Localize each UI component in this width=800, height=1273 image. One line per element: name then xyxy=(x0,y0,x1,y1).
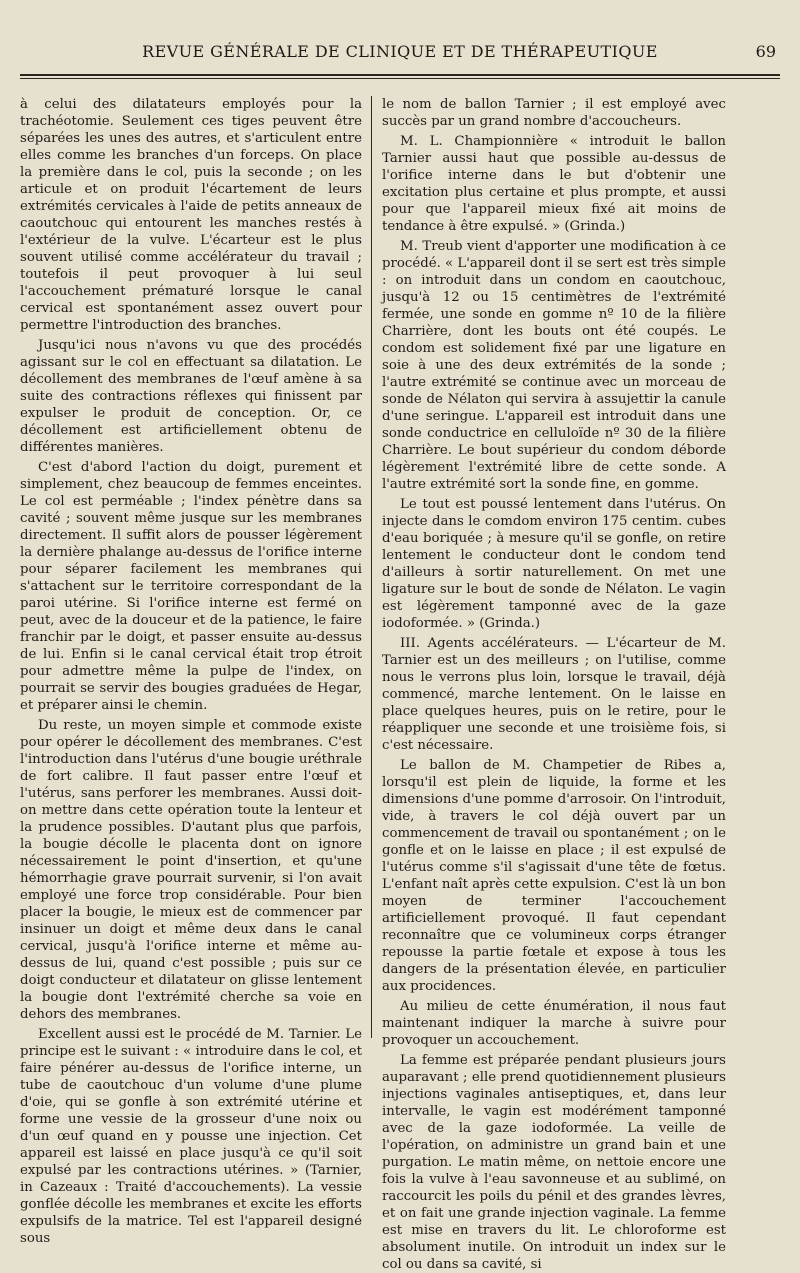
paragraph: Du reste, un moyen simple et commode existe pour opérer le décollement des membranes. C'est l'introduction dans l'utérus d'une bougie uréthrale de fort calibre. Il faut passer entre l'œuf et l'utérus, sans perforer les membranes. Aussi doit-on mettre dans cette opération toute la lenteur et la prudence possibles. D'autant plus que parfois, la bougie décolle le placenta dont on ignore nécessairement le point d'insertion, et qu'une hémorrhagie grave pourrait survenir, si l'on avait employé une force trop considérable. Pour bien placer la bougie, le mieux est de commencer par insinuer un doigt et même deux dans le canal cervical, jusqu'à l'orifice interne et même au-dessus de lui, quand c'est possible ; puis sur ce doigt conducteur et dilatateur on glisse lentement la bougie dont l'extrémité cherche sa voie en dehors des membranes. xyxy=(20,718,362,1022)
paragraph: Jusqu'ici nous n'avons vu que des procédés agissant sur le col en effectuant sa dilatation. Le décollement des membranes de l'œuf amène à sa suite des contractions réflexes qui finissent par expulser le produit de conception. Or, ce décollement est artificiellement obtenu de différentes manières. xyxy=(20,338,362,455)
header-rule-thin xyxy=(20,78,780,79)
running-header xyxy=(20,42,780,68)
paragraph: Au milieu de cette énumération, il nous faut maintenant indiquer la marche à suivre pour provoquer un accouchement. xyxy=(382,999,726,1048)
paragraph: Le ballon de M. Champetier de Ribes a, lorsqu'il est plein de liquide, la forme et les dimensions d'une pomme d'arrosoir. On l'introduit, vide, à travers le col déjà ouvert par un commencement de travail ou spontanément ; on le gonfle et on le laisse en place ; il est expulsé de l'utérus comme s'il s'agissait d'une tête de fœtus. L'enfant naît après cette expulsion. C'est là un bon moyen de terminer l'accouchement artificiellement provoqué. Il faut cependant reconnaître que ce volumineux corps étranger repousse la partie fœtale et expose à tous les dangers de la présentation élevée, en particulier aux procidences. xyxy=(382,758,726,994)
paragraph: M. Treub vient d'apporter une modification à ce procédé. « L'appareil dont il se sert est très simple : on introduit dans un condom en caoutchouc, jusqu'à 12 ou 15 centimètres de l'extrémité fermée, une sonde en gomme nº 10 de la filière Charrière, dont les bouts ont été coupés. Le condom est solidement fixé par une ligature en soie à une des deux extrémités de la sonde ; l'autre extrémité se continue avec un morceau de sonde de Nélaton qui servira à assujettir la canule d'une seringue. L'appareil est introduit dans une sonde conductrice en celluloïde nº 30 de la filière Charrière. Le bout supérieur du condom déborde légèrement l'extrémité libre de cette sonde. A l'autre extrémité sort la sonde fine, en gomme. xyxy=(382,239,726,492)
right-column xyxy=(382,96,726,1272)
column-divider xyxy=(371,96,372,1038)
journal-title: REVUE GÉNÉRALE DE CLINIQUE ET DE THÉRAPEUTIQUE xyxy=(142,42,658,61)
paragraph: Excellent aussi est le procédé de M. Tarnier. Le principe est le suivant : « introduire dans le col, et faire pénérer au-dessus de l'orifice interne, un tube de caoutchouc d'un volume d'une plume d'oie, qui se gonfle à son extrémité utérine et forme une vessie de la grosseur d'une noix ou d'un œuf quand en y pousse une injection. Cet appareil est laissé en place jusqu'à ce qu'il soit expulsé par les contractions utérines. » (Tarnier, in Cazeaux : Traité d'accouchements). La vessie gonflée décolle les membranes et excite les efforts expulsifs de la matrice. Tel est l'appareil designé sous xyxy=(20,1027,362,1246)
paragraph: La femme est préparée pendant plusieurs jours auparavant ; elle prend quotidiennement plusieurs injections vaginales antiseptiques, et, dans leur intervalle, le vagin est modérément tamponné avec de la gaze iodoformée. La veille de l'opération, on administre un grand bain et une purgation. Le matin même, on nettoie encore une fois la vulve à l'eau savonneuse et au sublimé, on raccourcit les poils du pénil et des grandes lèvres, et on fait une grande injection vaginale. La femme est mise en travers du lit. Le chloroforme est absolument inutile. On introduit un index sur le col ou dans sa cavité, si xyxy=(382,1053,726,1272)
paragraph: à celui des dilatateurs employés pour la trachéotomie. Seulement ces tiges peuvent être séparées les unes des autres, et s'articulent entre elles comme les branches d'un forceps. On place la première dans le col, puis la seconde ; on les articule et on produit l'écartement de leurs extrémités cervicales à l'aide de petits anneaux de caoutchouc qui entourent les manches restés à l'extérieur de la vulve. L'écarteur est le plus souvent utilisé comme accélérateur du travail ; toutefois il peut provoquer à lui seul l'accouchement prématuré lorsque le canal cervical est spontanément assez ouvert pour permettre l'introduction des branches. xyxy=(20,97,362,333)
header-rule xyxy=(20,74,780,76)
left-column xyxy=(20,96,362,1246)
paragraph: M. L. Championnière « introduit le ballon Tarnier aussi haut que possible au-dessus de l'orifice interne dans le but d'obtenir une excitation plus certaine et plus prompte, et aussi pour que l'appareil mieux fixé ait moins de tendance à être expulsé. » (Grinda.) xyxy=(382,134,726,234)
paragraph: C'est d'abord l'action du doigt, purement et simplement, chez beaucoup de femmes enceintes. Le col est perméable ; l'index pénètre dans sa cavité ; souvent même jusque sur les membranes directement. Il suffit alors de pousser légèrement la dernière phalange au-dessus de l'orifice interne pour séparer facilement les membranes qui s'attachent sur le territoire correspondant de la paroi utérine. Si l'orifice interne est fermé on peut, avec de la douceur et de la patience, le faire franchir par le doigt, et passer ensuite au-dessus de lui. Enfin si le canal cervical était trop étroit pour admettre même la pulpe de l'index, on pourrait se servir des bougies graduées de Hegar, et préparer ainsi le chemin. xyxy=(20,460,362,713)
paragraph: Le tout est poussé lentement dans l'utérus. On injecte dans le comdom environ 175 centim. cubes d'eau boriquée ; à mesure qu'il se gonfle, on retire lentement le conducteur dont le condom tend d'ailleurs à sortir naturellement. On met une ligature sur le bout de sonde de Nélaton. Le vagin est légèrement tamponné avec de la gaze iodoformée. » (Grinda.) xyxy=(382,497,726,631)
page-number: 69 xyxy=(755,42,776,61)
paragraph: III. Agents accélérateurs. — L'écarteur de M. Tarnier est un des meilleurs ; on l'utilise, comme nous le verrons plus loin, lorsque le travail, déjà commencé, marche lentement. On le laisse en place quelques heures, puis on le retire, pour le réappliquer une seconde et une troisième fois, si c'est nécessaire. xyxy=(382,636,726,753)
paragraph: le nom de ballon Tarnier ; il est employé avec succès par un grand nombre d'accoucheurs. xyxy=(382,97,726,129)
